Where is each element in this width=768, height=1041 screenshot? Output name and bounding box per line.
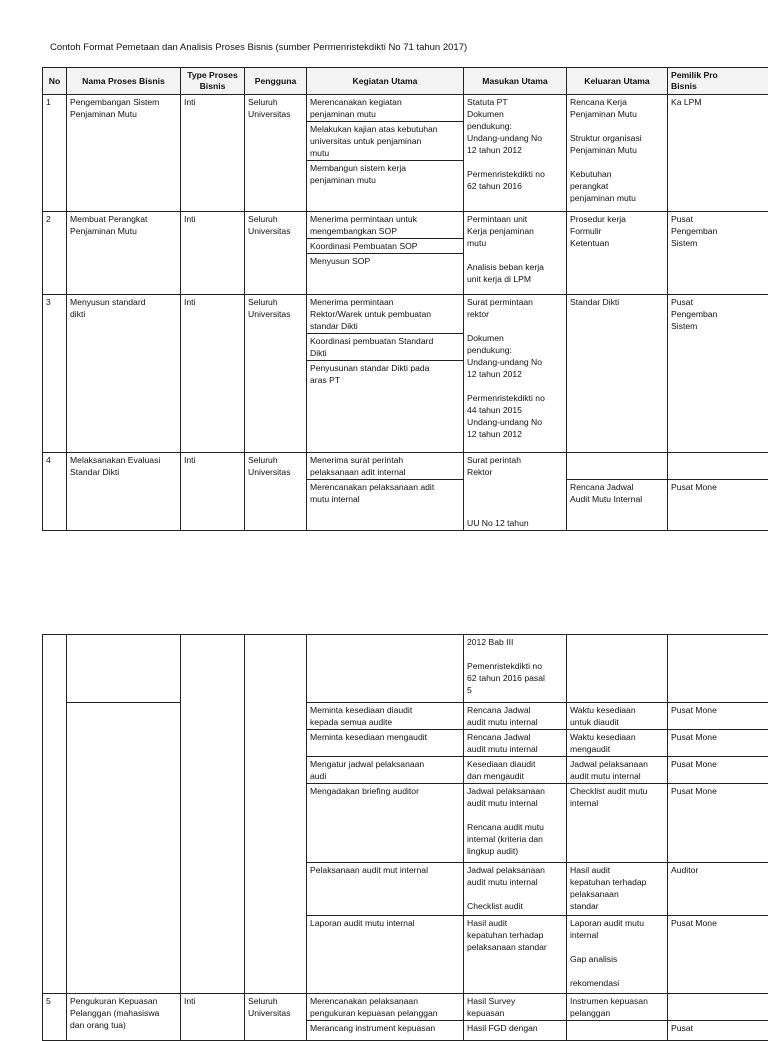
main-activity: Merencanakan pelaksanaan pengukuran kepuasan pelanggan [307, 994, 464, 1021]
main-activity: Merencanakan kegiatan penjaminan mutu [307, 95, 464, 122]
process-name: Pengembangan Sistem Penjaminan Mutu [67, 95, 181, 212]
main-output: Standar Dikti [567, 295, 668, 453]
table-row [43, 453, 768, 480]
main-input: Statuta PT Dokumen pendukung: Undang-undang No 12 tahun 2012 Permenristekdikti no 62 tahun 2016 [464, 95, 567, 212]
process-user: Seluruh Universitas [245, 212, 307, 295]
document-title: Contoh Format Pemetaan dan Analisis Proses Bisnis (sumber Permenristekdikti No 71 tahun 2017) [50, 42, 467, 53]
main-input: Hasil Survey kepuasan [464, 994, 567, 1021]
main-activity: Menerima surat perintah pelaksanaan adit internal [307, 453, 464, 480]
process-user: Seluruh Universitas [245, 453, 307, 531]
process-type: Inti [181, 453, 245, 531]
table-row [43, 703, 768, 730]
main-input: Kesediaan diaudit dan mengaudit [464, 757, 567, 784]
main-activity: Koordinasi pembuatan Standard Dikti [307, 334, 464, 361]
row-number: 2 [43, 212, 67, 295]
process-user: Seluruh Universitas [245, 295, 307, 453]
header-type: Type Proses Bisnis [181, 68, 245, 95]
main-activity: Menerima permintaan Rektor/Warek untuk pembuatan standar Dikti [307, 295, 464, 334]
header-keluaran: Keluaran Utama [567, 68, 668, 95]
main-input: 2012 Bab III Pemenristekdikti no 62 tahun 2016 pasal 5 [464, 635, 567, 703]
process-owner: Pusat Pengemban Sistem [668, 212, 768, 295]
main-input: Jadwal pelaksanaan audit mutu internal Rencana audit mutu internal (kriteria dan lingkup audit) [464, 784, 567, 863]
row-number: 4 [43, 453, 67, 531]
main-input: Rencana Jadwal audit mutu internal [464, 730, 567, 757]
header-pengguna: Pengguna [245, 68, 307, 95]
process-owner: Pusat Mone [668, 703, 768, 730]
process-owner: Pusat Mone [668, 730, 768, 757]
main-activity: Melakukan kajian atas kebutuhan universitas untuk penjaminan mutu [307, 122, 464, 161]
main-output: Jadwal pelaksanaan audit mutu internal [567, 757, 668, 784]
main-input: UU No 12 tahun [464, 480, 567, 531]
main-input: Jadwal pelaksanaan audit mutu internal Checklist audit [464, 863, 567, 916]
main-input: Hasil audit kepatuhan terhadap pelaksanaan standar [464, 916, 567, 994]
process-name: Melaksanakan Evaluasi Standar Dikti [67, 453, 181, 531]
process-owner: Pusat Mone [668, 480, 768, 531]
main-activity: Meminta kesediaan diaudit kepada semua audite [307, 703, 464, 730]
main-input: Rencana Jadwal audit mutu internal [464, 703, 567, 730]
main-activity: Merancang instrument kepuasan [307, 1021, 464, 1041]
main-output [567, 453, 668, 480]
main-activity: Koordinasi Pembuatan SOP [307, 239, 464, 254]
main-output: Waktu kesediaan mengaudit [567, 730, 668, 757]
process-owner: Pusat [668, 1021, 768, 1041]
header-masukan: Masukan Utama [464, 68, 567, 95]
main-output: Waktu kesediaan untuk diaudit [567, 703, 668, 730]
main-activity: Pelaksanaan audit mut internal [307, 863, 464, 916]
main-activity: Menerima permintaan untuk mengembangkan SOP [307, 212, 464, 239]
header-no: No [43, 68, 67, 95]
main-activity: Membangun sistem kerja penjaminan mutu [307, 161, 464, 212]
table-row [43, 635, 768, 703]
main-activity: Menyusun SOP [307, 254, 464, 295]
process-owner [668, 453, 768, 480]
table-row [43, 212, 768, 239]
row-number: 5 [43, 994, 67, 1041]
table-row [43, 295, 768, 334]
process-owner: Pusat Mone [668, 916, 768, 994]
main-output: Prosedur kerja Formulir Ketentuan [567, 212, 668, 295]
header-pemilik: Pemilik Pro Bisnis [668, 68, 768, 95]
row-number: 1 [43, 95, 67, 212]
table-row [43, 994, 768, 1021]
process-owner [668, 994, 768, 1021]
main-activity: Penyusunan standar Dikti pada aras PT [307, 361, 464, 453]
table-row [43, 95, 768, 122]
process-type: Inti [181, 212, 245, 295]
main-activity: Laporan audit mutu internal [307, 916, 464, 994]
main-output: Instrumen kepuasan pelanggan [567, 994, 668, 1021]
process-mapping-table-continued [42, 634, 768, 1041]
main-output: Rencana Jadwal Audit Mutu Internal [567, 480, 668, 531]
main-activity: Mengatur jadwal pelaksanaan audi [307, 757, 464, 784]
row-number: 3 [43, 295, 67, 453]
main-input: Surat permintaan rektor Dokumen pendukung: Undang-undang No 12 tahun 2012 Permenristekdikti no 44 tahun 2015 Undang-undang No 12 tahun 2012 [464, 295, 567, 453]
main-output: Laporan audit mutu internal Gap analisis rekomendasi [567, 916, 668, 994]
header-kegiatan: Kegiatan Utama [307, 68, 464, 95]
process-user: Seluruh Universitas [245, 994, 307, 1041]
process-name: Membuat Perangkat Penjaminan Mutu [67, 212, 181, 295]
process-mapping-table [42, 67, 768, 531]
main-input: Surat perintah Rektor [464, 453, 567, 480]
process-user: Seluruh Universitas [245, 95, 307, 212]
main-activity: Meminta kesediaan mengaudit [307, 730, 464, 757]
main-input: Permintaan unit Kerja penjaminan mutu Analisis beban kerja unit kerja di LPM [464, 212, 567, 295]
main-input: Hasil FGD dengan [464, 1021, 567, 1041]
main-output: Checklist audit mutu internal [567, 784, 668, 863]
process-owner: Pusat Mone [668, 784, 768, 863]
main-activity: Merencanakan pelaksanaan adit mutu internal [307, 480, 464, 531]
process-owner: Ka LPM [668, 95, 768, 212]
process-owner: Pusat Mone [668, 757, 768, 784]
main-activity: Mengadakan briefing auditor [307, 784, 464, 863]
process-owner: Pusat Pengemban Sistem [668, 295, 768, 453]
table-header-row [43, 68, 768, 95]
process-name: Menyusun standard dikti [67, 295, 181, 453]
process-type: Inti [181, 95, 245, 212]
process-owner: Auditor [668, 863, 768, 916]
main-output: Rencana Kerja Penjaminan Mutu Struktur organisasi Penjaminan Mutu Kebutuhan perangkat penjaminan mutu [567, 95, 668, 212]
process-name: Pengukuran Kepuasan Pelanggan (mahasiswa dan orang tua) [67, 994, 181, 1041]
main-output: Hasil audit kepatuhan terhadap pelaksanaan standar [567, 863, 668, 916]
header-nama: Nama Proses Bisnis [67, 68, 181, 95]
process-type: Inti [181, 994, 245, 1041]
process-type: Inti [181, 295, 245, 453]
